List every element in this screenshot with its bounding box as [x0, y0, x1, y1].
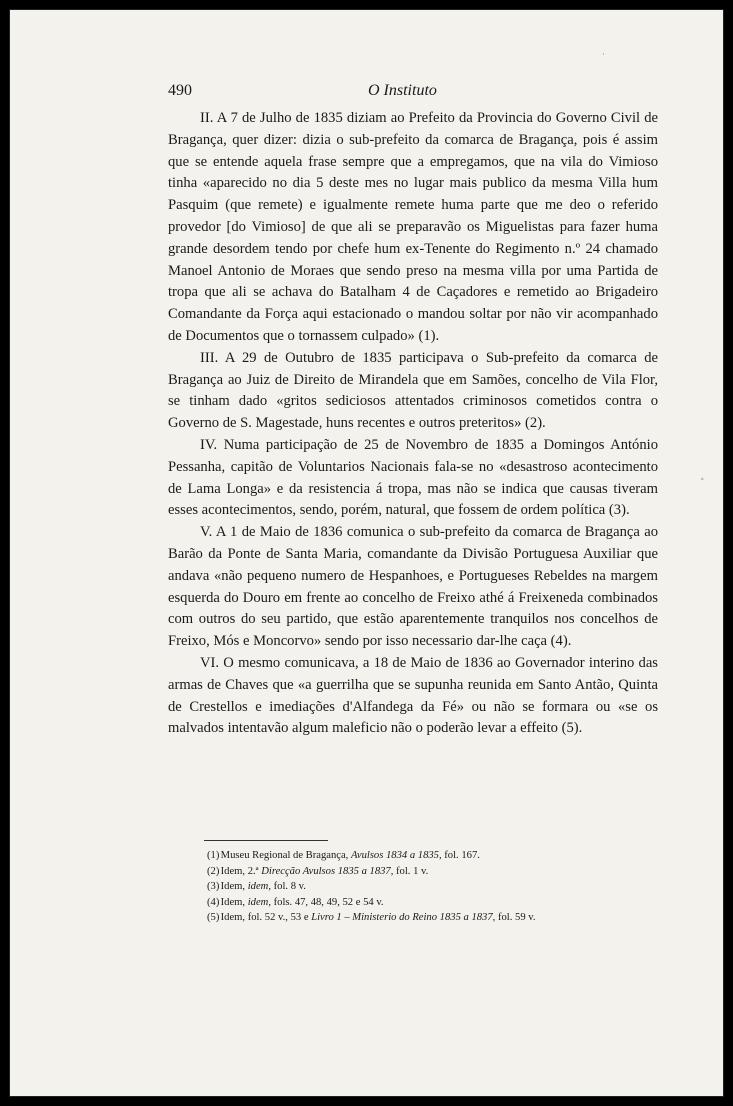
paragraph-vi: VI. O mesmo comunicava, a 18 de Maio de 1836 ao Governador interino das armas de Chaves que «a guerrilha que se supunha reunida em Santo Antão, Quinta de Crestellos e imediações d'Alfandega da Fé» ou não se formara ou «se os malvados intentavão algum maleficio não o poderão levar a effeito (5). — [168, 654, 658, 737]
footnote-source-title: idem — [247, 881, 269, 893]
footnote-text: , fols. 47, 48, 49, 52 e 54 v. — [268, 896, 384, 908]
footnote-source-title: Direcção Avulsos 1835 a 1837 — [261, 865, 391, 877]
footnote-marker: (1) — [207, 850, 220, 861]
running-header — [10, 82, 725, 102]
footnote-source-title: Livro 1 – Ministerio do Reino 1835 a 1837 — [311, 912, 493, 924]
footnote-source-title: idem — [247, 896, 269, 908]
footnote-source-title: Avulsos 1834 a 1835 — [350, 850, 439, 861]
footnote-2 — [207, 864, 657, 880]
footnote-marker: (5) — [207, 912, 220, 924]
running-title: O Instituto — [368, 82, 437, 99]
footnote-text: Museu Regional de Bragança, — [220, 850, 351, 861]
footnote-text: , fol. 167. — [438, 850, 480, 861]
footnote-text: Idem, — [220, 896, 248, 908]
paper-speck: ˄ — [700, 478, 705, 488]
book-page — [9, 9, 724, 1097]
footnote-1 — [207, 848, 657, 864]
footnote-text: , fol. 1 v. — [390, 865, 429, 877]
footnote-text: Idem, fol. 52 v., 53 e — [220, 912, 312, 924]
footnote-text: Idem, — [220, 881, 248, 893]
footnote-marker: (2) — [207, 865, 220, 877]
footnote-marker: (3) — [207, 881, 220, 893]
footnote-separator — [204, 840, 328, 841]
footnote-text: , fol. 8 v. — [268, 881, 306, 893]
footnote-text: , fol. 59 v. — [492, 912, 536, 924]
footnote-text: Idem, 2.ª — [220, 865, 262, 877]
paragraph-iii: III. A 29 de Outubro de 1835 participava o Sub-prefeito da comarca de Bragança ao Juiz de Direito de Mirandela que em Samões, concelho de Vila Flor, se tinham dado «gritos sediciosos attentados criminosos cometidos contra o Governo de S. Magestade, huns recentes e outros preteritos» (2). — [168, 349, 658, 432]
footnote-marker: (4) — [207, 896, 220, 908]
paper-speck: · — [602, 50, 605, 60]
footnote-5 — [207, 910, 657, 926]
body-text — [168, 108, 658, 740]
footnote-4 — [207, 895, 657, 911]
footnotes — [207, 848, 657, 926]
footnote-3 — [207, 879, 657, 895]
paragraph-v: V. A 1 de Maio de 1836 comunica o sub-prefeito da comarca de Bragança ao Barão da Ponte de Santa Maria, comandante da Divisão Portuguesa Auxiliar que andava «não pequeno numero de Hespanhoes, e Portugueses Rebeldes na margem esquerda do Douro em frente ao concelho de Freixo athé á Freixeneda combinados com outros do seu partido, que estão aparentemente tranquilos nos concelhos de Freixo, Mós e Moncorvo» sendo por isso necessario dar-lhe caça (4). — [168, 524, 658, 650]
page-number: 490 — [168, 82, 192, 99]
paragraph-ii: II. A 7 de Julho de 1835 diziam ao Prefeito da Provincia do Governo Civil de Bragança, quer dizer: dizia o sub-prefeito da comarca de Bragança, pois é assim que se entende aquela frase sempre que a empregamos, que na vila do Vimioso tinha «aparecido no dia 5 deste mes no lugar mais publico da mesma Villa hum Pasquim (que remete) e igualmente remete huma parte que me deo o referido provedor [do Vimioso] de que ali se preparavão os Miguelistas para fazer huma grande desordem tendo por chefe hum ex-Tenente do Regimento n.º 24 chamado Manoel Antonio de Moraes que sendo preso na mesma villa por uma Partida de tropa que ali se achava do Batalham 4 de Caçadores e remetido ao Brigadeiro Comandante da Força aqui estacionado o mandou soltar por não vir acompanhado de Documentos que o tornassem culpado» (1). — [168, 110, 658, 344]
paragraph-iv: IV. Numa participação de 25 de Novembro de 1835 a Domingos António Pessanha, capitão de Voluntarios Nacionais fala-se no «desastroso acontecimento de Lama Longa» e da resistencia á tropa, mas não se indica que causas tiveram esses acontecimentos, sendo, porém, natural, que fossem de ordem política (3). — [168, 436, 658, 519]
